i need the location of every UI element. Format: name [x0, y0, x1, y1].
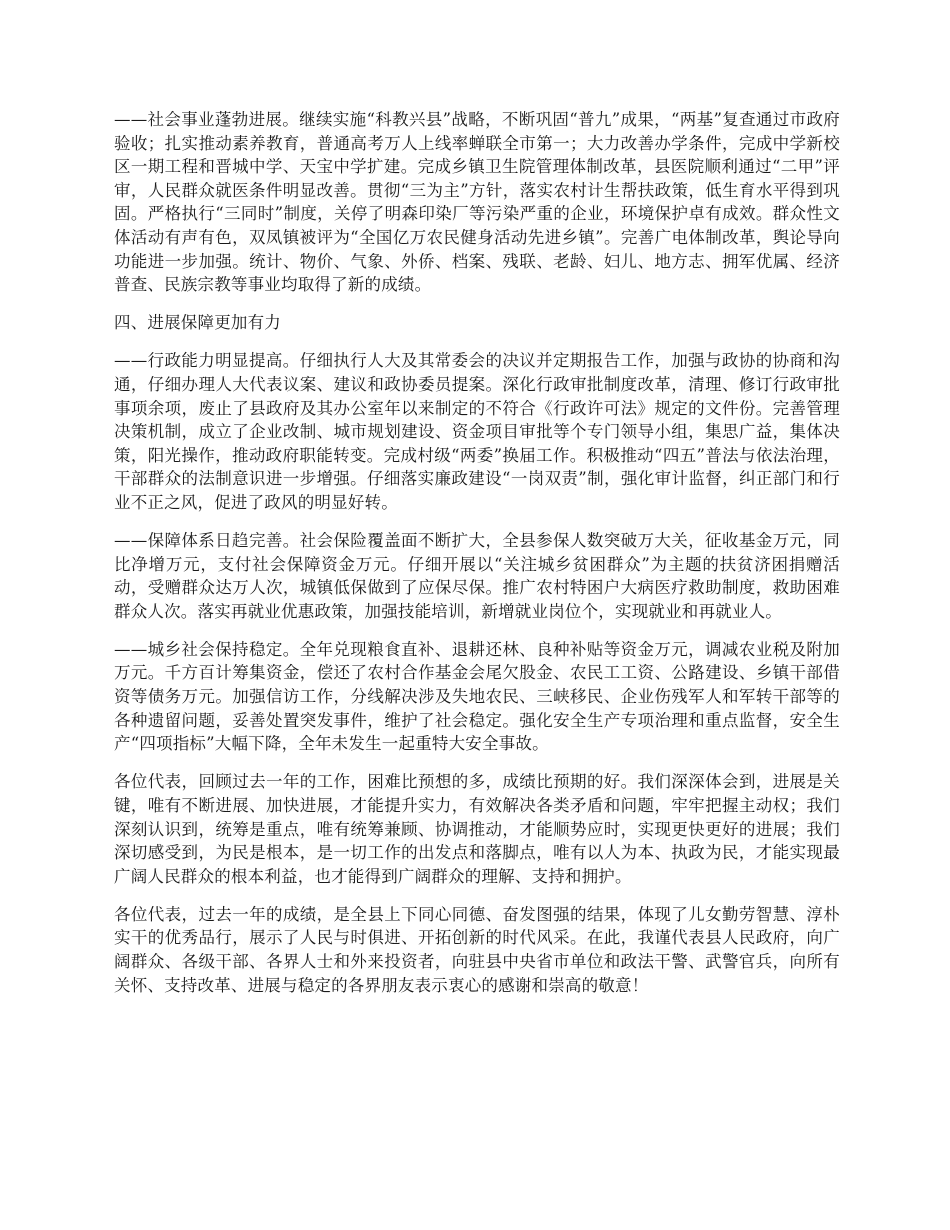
document-body	[114, 108, 840, 1012]
paragraph-social-stability: ——城乡社会保持稳定。全年兑现粮食直补、退耕还林、良种补贴等资金万元，调减农业税及附加万元。千方百计筹集资金，偿还了农村合作基金会尾欠股金、农民工工资、公路建设、乡镇干部借资等债务万元。加强信访工作，分线解决涉及失地农民、三峡移民、企业伤残军人和军转干部等的各种遗留问题，妥善处置突发事件，维护了社会稳定。强化安全生产专项治理和重点监督，安全生产“四项指标”大幅下降，全年未发生一起重特大安全事故。	[114, 639, 840, 754]
paragraph-security-system: ——保障体系日趋完善。社会保险覆盖面不断扩大，全县参保人数突破万大关，征收基金万元，同比净增万元，支付社会保障资金万元。仔细开展以“关注城乡贫困群众”为主题的扶贫济困捐赠活动，受赠群众达万人次，城镇低保做到了应保尽保。推广农村特困户大病医疗救助制度，救助困难群众人次。落实再就业优惠政策，加强技能培训，新增就业岗位个，实现就业和再就业人。	[114, 531, 840, 621]
paragraph-social-affairs: ——社会事业蓬勃进展。继续实施“科教兴县”战略，不断巩固“普九”成果，“两基”复查通过市政府验收；扎实推动素养教育，普通高考万人上线率蝉联全市第一；大力改善办学条件，完成中学新校区一期工程和晋城中学、天宝中学扩建。完成乡镇卫生院管理体制改革，县医院顺利通过“二甲”评审，人民群众就医条件明显改善。贯彻“三为主”方针，落实农村计生帮扶政策，低生育水平得到巩固。严格执行“三同时”制度，关停了明森印染厂等污染严重的企业，环境保护卓有成效。群众性文体活动有声有色，双凤镇被评为“全国亿万农民健身活动先进乡镇”。完善广电体制改革，舆论导向功能进一步加强。统计、物价、气象、外侨、档案、残联、老龄、妇儿、地方志、拥军优属、经济普查、民族宗教等事业均取得了新的成绩。	[114, 110, 840, 295]
paragraph-review-reflection: 各位代表，回顾过去一年的工作，困难比预想的多，成绩比预期的好。我们深深体会到，进展是关键，唯有不断进展、加快进展，才能提升实力，有效解决各类矛盾和问题，牢牢把握主动权；我们深刻认识到，统筹是重点，唯有统筹兼顾、协调推动，才能顺势应时，实现更快更好的进展；我们深切感受到，为民是根本，是一切工作的出发点和落脚点，唯有以人为本、执政为民，才能实现最广阔人民群众的根本利益，也才能得到广阔群众的理解、支持和拥护。	[114, 772, 840, 886]
paragraph-administrative-capacity: ——行政能力明显提高。仔细执行人大及其常委会的决议并定期报告工作，加强与政协的协商和沟通，仔细办理人大代表议案、建议和政协委员提案。深化行政审批制度改革，清理、修订行政审批事项余项，废止了县政府及其办公室年以来制定的不符合《行政许可法》规定的文件份。完善管理决策机制，成立了企业改制、城市规划建设、资金项目审批等个专门领导小组，集思广益，集体决策，阳光操作，推动政府职能转变。完成村级“两委”换届工作。积极推动“四五”普法与依法治理，干部群众的法制意识进一步增强。仔细落实廉政建设“一岗双责”制，强化审计监督，纠正部门和行业不正之风，促进了政风的明显好转。	[114, 351, 840, 512]
section-heading-development-guarantee: 四、进展保障更加有力	[114, 313, 281, 333]
paragraph-gratitude: 各位代表，过去一年的成绩，是全县上下同心同德、奋发图强的结果，体现了儿女勤劳智慧、淳朴实干的优秀品行，展示了人民与时俱进、开拓创新的时代风采。在此，我谨代表县人民政府，向广阔群众、各级干部、各界人士和外来投资者，向驻县中央省市单位和政法干警、武警官兵，向所有关怀、支持改革、进展与稳定的各界朋友表示衷心的感谢和崇高的敬意！	[114, 904, 840, 995]
